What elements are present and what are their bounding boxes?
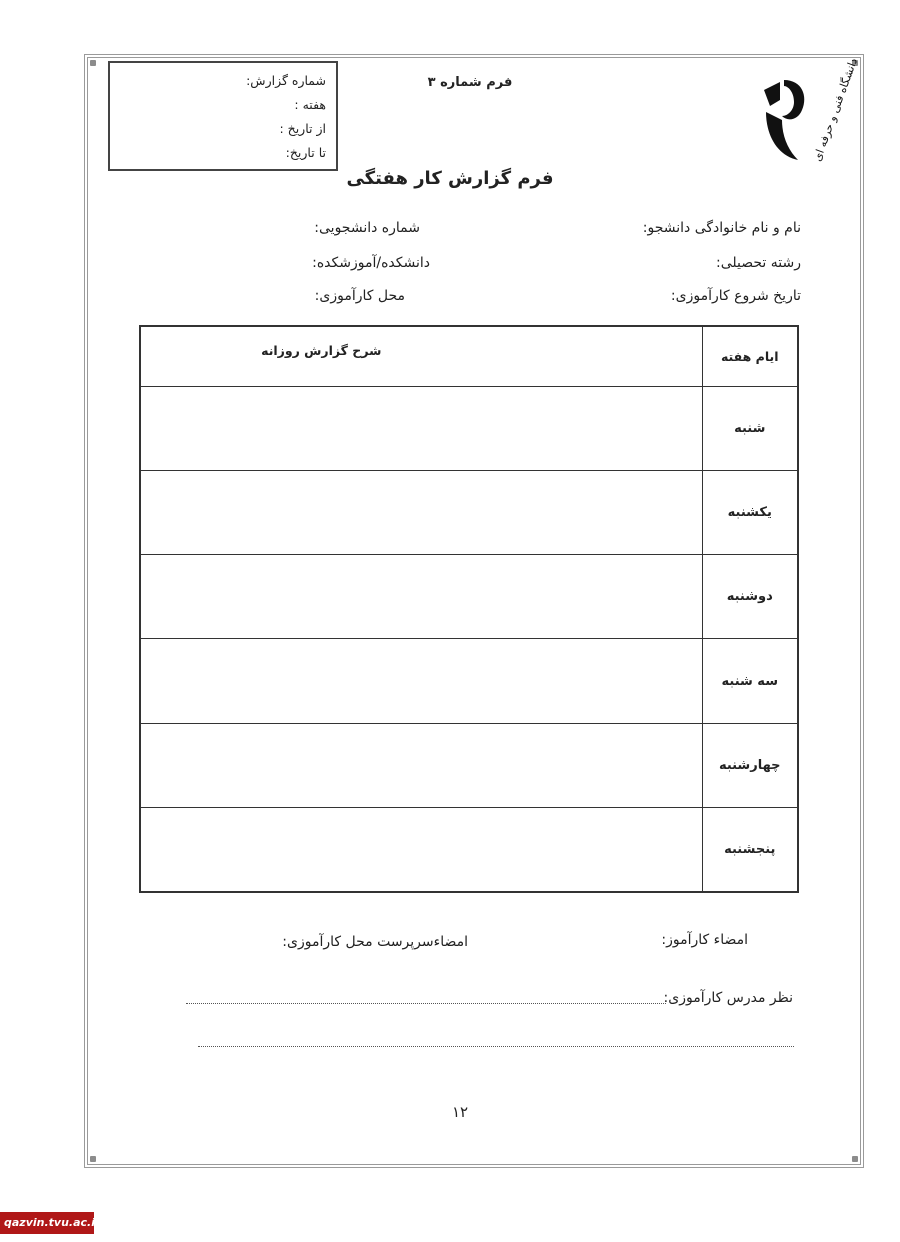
- description-cell[interactable]: [140, 723, 702, 807]
- table-row: [140, 470, 798, 554]
- form-number: فرم شماره ۳: [427, 75, 513, 90]
- day-cell: شنبه: [702, 386, 798, 470]
- description-cell[interactable]: [140, 639, 702, 723]
- day-cell: دوشنبه: [702, 555, 798, 639]
- instructor-opinion-line[interactable]: [186, 1003, 666, 1004]
- day-column-header: ایام هفته: [702, 326, 798, 386]
- major-field: رشته تحصیلی:: [716, 255, 801, 271]
- weekly-report-table: [139, 325, 799, 893]
- internship-place-field: محل کارآموزی:: [314, 288, 405, 304]
- logo-text: دانشگاه فنی و حرفه ای: [810, 56, 861, 164]
- faculty-field: دانشکده/آموزشکده:: [312, 255, 430, 271]
- day-cell: یکشنبه: [702, 470, 798, 554]
- form-title: فرم گزارش کار هفتگی: [346, 168, 554, 189]
- student-name-field: نام و نام خانوادگی دانشجو:: [642, 220, 801, 236]
- day-cell: پنجشنبه: [702, 808, 798, 892]
- intern-signature-label: امضاء کارآموز:: [661, 932, 748, 948]
- to-date-label: تا تاریخ:: [285, 145, 326, 160]
- instructor-opinion-line-2[interactable]: [198, 1046, 794, 1047]
- frame-corner-mark: [90, 60, 96, 66]
- student-id-field: شماره دانشجویی:: [314, 220, 420, 236]
- from-date-label: از تاریخ :: [279, 121, 326, 136]
- table-row: [140, 386, 798, 470]
- report-info-box: [108, 61, 338, 171]
- description-cell[interactable]: [140, 555, 702, 639]
- university-logo-icon: [758, 56, 861, 172]
- frame-corner-mark: [90, 1156, 96, 1162]
- table-row: [140, 723, 798, 807]
- description-cell[interactable]: [140, 386, 702, 470]
- instructor-opinion-label: نظر مدرس کارآموزی:: [663, 990, 793, 1006]
- table-row: [140, 808, 798, 892]
- table-row: [140, 555, 798, 639]
- university-logo: [758, 56, 861, 172]
- frame-corner-mark: [852, 1156, 858, 1162]
- page-number: ۱۲: [451, 1103, 469, 1121]
- week-label: هفته :: [294, 97, 326, 112]
- description-column-header: شرح گزارش روزانه: [140, 326, 702, 386]
- table-row: [140, 639, 798, 723]
- table-header-row: [140, 326, 798, 386]
- internship-start-field: تاریخ شروع کارآموزی:: [670, 288, 801, 304]
- supervisor-signature-label: امضاءسرپرست محل کارآموزی:: [282, 934, 468, 950]
- description-cell[interactable]: [140, 470, 702, 554]
- description-cell[interactable]: [140, 808, 702, 892]
- day-cell: سه شنبه: [702, 639, 798, 723]
- report-number-label: شماره گزارش:: [246, 73, 326, 88]
- site-watermark: qazvin.tvu.ac.ir: [0, 1212, 94, 1234]
- day-cell: چهارشنبه: [702, 723, 798, 807]
